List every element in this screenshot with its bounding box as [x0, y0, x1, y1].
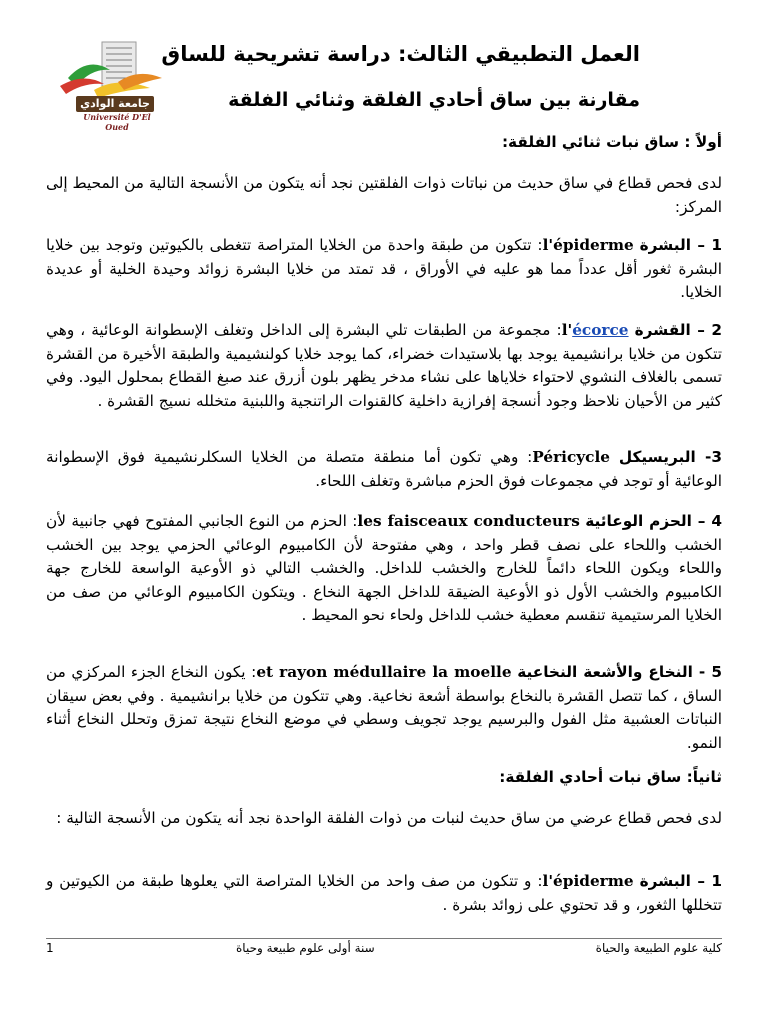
document-subtitle: مقارنة بين ساق أحادي الفلقة وثنائي الفلقة — [228, 89, 640, 111]
term-fr: l'épiderme — [542, 236, 634, 254]
paragraph-text: : مجموعة من الطبقات تلي البشرة إلى الداخل وتغلف الإسطوانة الوعائية ، وهي تتكون من خلايا برانشيمية يوجد بها بلاستيدات خضراء، كما يوجد خلايا كولنشيمية والطبقة الأخيرة من القشرة تسمى بالغلاف النشوي لاحتواء خلاياها على نشاء مدخر يظهر بلون أزرق عند صبغ القطاع بمحلول اليود. وفي كثير من الأحيان نلاحظ وجود أنسجة إفرازية داخلية كالقنوات الراتنجية واللبنية متخلله نسيج القشرة . — [46, 321, 722, 410]
paragraph-text: : الحزم من النوع الجانبي المفتوح فهي جانبية لأن الخشب واللحاء على نصف قطر واحد ، وهي مفتوحة لأن الكامبيوم الوعائي الحزمي يوجد بين الخشب واللحاء ويكون اللحاء دائماً للخارج والخشب للداخل. والخشب التالي ذو الأوعية الواسعة للخارج جهة الكامبيوم والخشب الأول ذو الأوعية الضيقة للداخل الجهة النخاع . ويتكون الكامبيوم الوعائي من صف من الخلايا المرستيمية تنقسم معطية خشب للداخل ولحاء نحو المحيط . — [46, 512, 722, 625]
item-number: 4 – — [697, 512, 722, 530]
item-number: 2 – — [697, 321, 723, 339]
ecorce-link[interactable]: écorce — [572, 321, 629, 339]
paragraph-pericycle — [46, 446, 722, 493]
term-ar: النخاع والأشعة النخاعية — [517, 663, 693, 681]
item-number: 1 – — [697, 872, 722, 890]
paragraph-intro-monocot: لدى فحص قطاع عرضي من ساق حديث لنبات من ذوات الفلقة الواحدة نجد أنه يتكون من الأنسجة التالية : — [56, 809, 722, 827]
logo-text-fr: Université D'El Oued — [83, 112, 151, 132]
section-heading-monocot: ثانياً: ساق نبات أحادي الفلقة: — [499, 768, 722, 786]
paragraph-text: : يكون النخاع الجزء المركزي من الساق ، كما تتصل القشرة بالنخاع بواسطة أشعة نخاعية. وهي تتكون من خلايا برانشيمية . وفي بعض سيقان النباتات العشبية مثل الفول والبرسيم يوجد تجويف وسطي في موضع النخاع نتيجة تمزق وتحلل النخاع أثناء النمو. — [46, 663, 722, 752]
term-fr: les faisceaux conducteurs — [357, 512, 580, 530]
paragraph-cortex — [46, 319, 722, 413]
logo-text-ar: جامعة الوادي — [76, 96, 154, 112]
term-fr-prefix: l' — [561, 321, 573, 339]
page-number: 1 — [46, 941, 54, 955]
term-ar: الحزم الوعائية — [585, 512, 692, 530]
section-heading-dicot: أولاً : ساق نبات ثنائي الفلقة: — [501, 133, 722, 151]
term-fr: et rayon médullaire la moelle — [256, 663, 512, 681]
footer-center-text: سنة أولى علوم طبيعة وحياة — [236, 941, 375, 955]
footer-divider — [46, 938, 722, 939]
term-ar: القشرة — [634, 321, 691, 339]
term-ar: البشرة — [639, 872, 691, 890]
term-fr: Péricycle — [532, 448, 611, 466]
term-fr: l'épiderme — [542, 872, 634, 890]
paragraph-pith — [46, 661, 722, 755]
footer-right-text: كلية علوم الطبيعة والحياة — [595, 941, 722, 955]
item-number: 1 – — [697, 236, 722, 254]
term-ar: البريسيكل — [618, 448, 696, 466]
term-ar: البشرة — [639, 236, 691, 254]
paragraph-vascular-bundles — [46, 510, 722, 628]
paragraph-epidermis — [46, 234, 722, 305]
document-title: العمل التطبيقي الثالث: دراسة تشريحية للساق — [161, 42, 640, 66]
paragraph-text: : وهي تكون أما منطقة متصلة من الخلايا السكلرنشيمية فوق الإسطوانة الوعائية أو توجد في مجموعات فوق الحزم مباشرة وتغلف اللحاء. — [46, 448, 722, 490]
paragraph-intro-dicot: لدى فحص قطاع في ساق حديث من نباتات ذوات الفلقتين نجد أنه يتكون من الأنسجة التالية من المحيط إلى المركز: — [46, 174, 722, 216]
item-number: 5 - — [698, 663, 722, 681]
term-fr — [562, 321, 629, 339]
item-number: 3- — [704, 448, 722, 466]
paragraph-text: : تتكون من طبقة واحدة من الخلايا المتراصة تتغطى بالكيوتين وتوجد بين خلايا البشرة ثغور أقل عدداً مما هو عليه في الأوراق ، قد تمتد من خلايا البشرة زوائد وحيدة الخلية أو عديدة الخلايا. — [46, 236, 722, 302]
paragraph-text: : و تتكون من صف واحد من الخلايا المتراصة التي يعلوها طبقة من الكيوتين و تتخللها الثغور، و قد تحتوي على زوائد بشرة . — [46, 872, 722, 914]
paragraph-epidermis-monocot — [46, 870, 722, 917]
